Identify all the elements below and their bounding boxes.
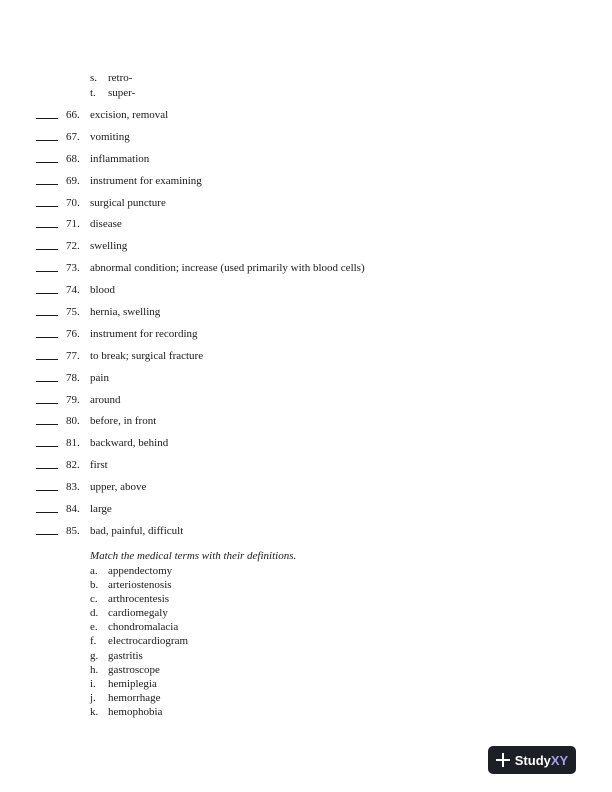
answer-blank[interactable] <box>36 260 58 272</box>
question-text: before, in front <box>90 415 157 428</box>
option-letter: i. <box>90 677 96 690</box>
question-row <box>36 151 576 173</box>
question-number: 72. <box>66 240 80 253</box>
answer-blank[interactable] <box>36 392 58 404</box>
plus-icon <box>496 753 510 767</box>
question-number: 74. <box>66 284 80 297</box>
question-number: 78. <box>66 371 80 384</box>
studyxy-logo[interactable] <box>488 746 576 774</box>
option-text: super- <box>108 87 136 99</box>
option-text: hemorrhage <box>108 691 161 704</box>
answer-blank[interactable] <box>36 304 58 316</box>
option-letter: g. <box>90 649 99 662</box>
question-text: blood <box>90 284 116 297</box>
option-text: cardiomegaly <box>108 607 168 620</box>
option-text: chondromalacia <box>108 621 179 634</box>
answer-blank[interactable] <box>36 413 58 425</box>
question-text: vomiting <box>90 130 130 143</box>
question-number: 77. <box>66 349 80 362</box>
answer-blank[interactable] <box>36 523 58 535</box>
question-text: backward, behind <box>90 437 169 450</box>
question-number: 84. <box>66 503 80 516</box>
question-number: 76. <box>66 327 80 340</box>
question-list <box>36 107 576 545</box>
top-option-list <box>90 71 510 101</box>
question-row <box>36 479 576 501</box>
question-row <box>36 435 576 457</box>
question-number: 82. <box>66 459 80 472</box>
question-text: upper, above <box>90 481 147 494</box>
question-text: surgical puncture <box>90 196 166 209</box>
question-row <box>36 501 576 523</box>
list-item <box>90 663 390 677</box>
question-row <box>36 348 576 370</box>
question-text: instrument for examining <box>90 174 202 187</box>
question-number: 83. <box>66 481 80 494</box>
option-letter: k. <box>90 705 99 718</box>
option-text: arthrocentesis <box>108 593 170 606</box>
question-text: bad, painful, difficult <box>90 524 184 537</box>
question-text: inflammation <box>90 152 150 165</box>
question-row <box>36 173 576 195</box>
question-text: swelling <box>90 240 128 253</box>
option-text: hemophobia <box>108 705 163 718</box>
answer-blank[interactable] <box>36 129 58 141</box>
list-item <box>90 606 390 620</box>
question-row <box>36 370 576 392</box>
option-text: arteriostenosis <box>108 579 172 592</box>
question-row <box>36 282 576 304</box>
question-text: first <box>90 459 108 472</box>
list-item <box>90 86 510 101</box>
option-text: appendectomy <box>108 565 173 577</box>
answer-blank[interactable] <box>36 348 58 360</box>
question-row <box>36 129 576 151</box>
option-letter: c. <box>90 593 98 606</box>
answer-blank[interactable] <box>36 195 58 207</box>
option-letter: a. <box>90 565 98 577</box>
answer-blank[interactable] <box>36 216 58 228</box>
answer-blank[interactable] <box>36 326 58 338</box>
question-text: excision, removal <box>90 109 169 121</box>
question-row <box>36 238 576 260</box>
option-text: gastritis <box>108 649 143 662</box>
logo-text <box>515 753 568 768</box>
list-item <box>90 71 510 86</box>
option-letter: b. <box>90 579 99 592</box>
question-number: 73. <box>66 262 80 275</box>
question-row <box>36 260 576 282</box>
question-row <box>36 216 576 238</box>
question-number: 85. <box>66 524 80 537</box>
option-letter: j. <box>90 691 96 704</box>
list-item <box>90 592 390 606</box>
answer-blank[interactable] <box>36 479 58 491</box>
question-text: disease <box>90 218 122 231</box>
question-number: 66. <box>66 109 80 121</box>
logo-text-accent: XY <box>550 752 569 768</box>
question-text: instrument for recording <box>90 327 198 340</box>
option-letter: s. <box>90 72 98 84</box>
question-text: abnormal condition; increase (used primarily with blood cells) <box>90 262 365 275</box>
option-text: hemiplegia <box>108 677 157 690</box>
question-number: 80. <box>66 415 80 428</box>
section-instructions: Match the medical terms with their definitions. <box>90 550 297 562</box>
question-number: 81. <box>66 437 80 450</box>
question-text: pain <box>90 371 109 384</box>
question-text: large <box>90 503 112 516</box>
question-number: 67. <box>66 130 80 143</box>
question-number: 75. <box>66 306 80 319</box>
answer-blank[interactable] <box>36 501 58 513</box>
question-number: 68. <box>66 152 80 165</box>
question-text: hernia, swelling <box>90 306 161 319</box>
option-letter: t. <box>90 87 96 99</box>
question-number: 71. <box>66 218 80 231</box>
answer-blank[interactable] <box>36 282 58 294</box>
question-row <box>36 523 576 545</box>
option-letter: e. <box>90 621 98 634</box>
question-row <box>36 457 576 479</box>
question-row <box>36 392 576 414</box>
list-item <box>90 620 390 634</box>
option-letter: h. <box>90 663 99 676</box>
option-letter: f. <box>90 635 97 648</box>
list-item <box>90 691 390 705</box>
answer-blank[interactable] <box>36 370 58 382</box>
list-item <box>90 649 390 663</box>
answer-blank[interactable] <box>36 238 58 250</box>
answer-blank[interactable] <box>36 457 58 469</box>
logo-text-main: Study <box>514 752 551 768</box>
list-item <box>90 578 390 592</box>
question-text: to break; surgical fracture <box>90 349 204 362</box>
term-option-list <box>90 564 390 719</box>
question-row <box>36 326 576 348</box>
question-row <box>36 107 576 129</box>
list-item <box>90 705 390 719</box>
answer-blank[interactable] <box>36 435 58 447</box>
answer-blank[interactable] <box>36 173 58 185</box>
option-text: retro- <box>108 72 133 84</box>
question-row <box>36 304 576 326</box>
option-text: electrocardiogram <box>108 635 189 648</box>
list-item <box>90 564 390 578</box>
option-letter: d. <box>90 607 99 620</box>
question-text: around <box>90 393 121 406</box>
answer-blank[interactable] <box>36 151 58 163</box>
answer-blank[interactable] <box>36 107 58 119</box>
question-number: 69. <box>66 174 80 187</box>
question-row <box>36 413 576 435</box>
list-item <box>90 677 390 691</box>
question-number: 79. <box>66 393 80 406</box>
option-text: gastroscope <box>108 663 160 676</box>
question-number: 70. <box>66 196 80 209</box>
list-item <box>90 634 390 648</box>
question-row <box>36 195 576 217</box>
